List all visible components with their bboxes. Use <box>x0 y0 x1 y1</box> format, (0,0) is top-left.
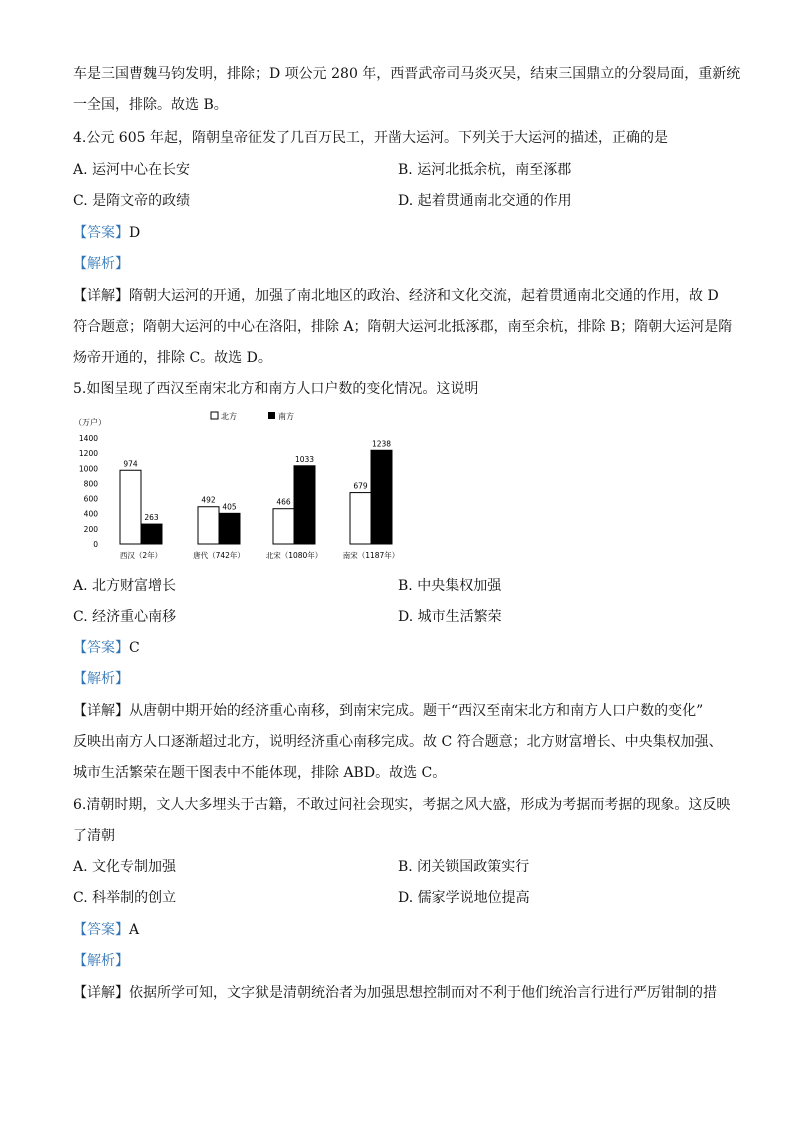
bar-north-0 <box>120 470 141 544</box>
y-tick-label: 1000 <box>78 464 98 474</box>
bar-south-3 <box>371 450 392 544</box>
bar-north-1 <box>198 507 219 544</box>
chart-y-ticks <box>79 434 98 549</box>
answer-tag: 【答案】 <box>73 640 129 656</box>
q6-option-d: D. 儒家学说地位提高 <box>398 890 530 906</box>
bar-south-2 <box>294 466 315 544</box>
text-line: 车是三国曹魏马钧发明，排除；D 项公元 280 年，西晋武帝司马炎灭吴，结束三国鼎立的分裂局面，重新统 <box>73 66 741 82</box>
q6-option-a: A. 文化专制加强 <box>73 859 177 875</box>
bar-value-label: 679 <box>353 481 368 491</box>
q5-option-c: C. 经济重心南移 <box>73 609 177 625</box>
legend-north-label: 北方 <box>221 412 237 421</box>
legend-south-swatch <box>268 412 275 419</box>
y-tick-label: 600 <box>83 494 98 504</box>
q6-explain: 【详解】依据所学可知，文字狱是清朝统治者为加强思想控制而对不利于他们统治言行进行严厉钳制的措 <box>73 985 717 1001</box>
q6-answer <box>73 920 723 940</box>
legend-north-swatch <box>211 412 218 419</box>
bar-value-label: 466 <box>276 497 291 507</box>
y-tick-label: 1400 <box>78 434 98 443</box>
q4-analysis-tag: 【解析】 <box>73 256 129 272</box>
chart-bars <box>120 439 392 544</box>
question-5-stem: 5.如图呈现了西汉至南宋北方和南方人口户数的变化情况。这说明 <box>73 381 479 397</box>
bar-north-2 <box>273 509 294 544</box>
y-tick-label: 0 <box>93 540 98 549</box>
population-bar-chart <box>70 408 410 568</box>
q5-explain: 城市生活繁荣在题干图表中不能体现，排除 ABD。故选 C。 <box>73 765 447 781</box>
bar-north-3 <box>350 493 371 544</box>
q6-option-c: C. 科举制的创立 <box>73 890 177 906</box>
question-4-stem: 4.公元 605 年起，隋朝皇帝征发了几百万民工，开凿大运河。下列关于大运河的描述，正确的是 <box>73 130 668 146</box>
x-category-label: 唐代（742年） <box>193 551 245 560</box>
x-category-label: 南宋（1187年） <box>342 551 400 560</box>
q5-option-a: A. 北方财富增长 <box>73 578 177 594</box>
q4-answer <box>73 223 723 243</box>
y-tick-label: 400 <box>83 509 98 519</box>
q5-option-d: D. 城市生活繁荣 <box>398 609 502 625</box>
q5-explain: 【详解】从唐朝中期开始的经济重心南移，到南宋完成。题干“西汉至南宋北方和南方人口户数的变化” <box>73 703 704 719</box>
answer-value: A <box>129 922 140 938</box>
chart-x-labels <box>120 550 399 560</box>
y-tick-label: 1200 <box>78 449 98 459</box>
answer-tag: 【答案】 <box>73 922 129 938</box>
q4-explain: 炀帝开通的，排除 C。故选 D。 <box>73 350 272 366</box>
answer-tag: 【答案】 <box>73 225 129 241</box>
bar-south-0 <box>141 524 162 544</box>
answer-value: C <box>129 640 140 656</box>
bar-value-label: 492 <box>201 495 216 505</box>
y-tick-label: 200 <box>83 524 98 534</box>
q5-analysis-tag: 【解析】 <box>73 671 129 687</box>
x-category-label: 西汉（2年） <box>119 551 163 560</box>
q5-explain: 反映出南方人口逐渐超过北方，说明经济重心南移完成。故 C 符合题意；北方财富增长、中央集权加强、 <box>73 734 723 750</box>
q5-answer <box>73 638 723 658</box>
bar-value-label: 263 <box>144 513 159 523</box>
bar-value-label: 405 <box>222 502 237 512</box>
q5-option-b: B. 中央集权加强 <box>398 578 502 594</box>
q6-analysis-tag: 【解析】 <box>73 953 129 969</box>
bar-south-1 <box>219 513 240 544</box>
x-category-label: 北宋（1080年） <box>265 551 323 560</box>
question-6-stem: 6.清朝时期，文人大多埋头于古籍，不敢过问社会现实，考据之风大盛，形成为考据而考据的现象。这反映 <box>73 797 731 813</box>
q6-option-b: B. 闭关锁国政策实行 <box>398 859 530 875</box>
bar-value-label: 1033 <box>294 454 315 464</box>
legend-south-label: 南方 <box>278 412 294 421</box>
q4-option-a: A. 运河中心在长安 <box>73 162 191 178</box>
q4-option-b: B. 运河北抵余杭，南至涿郡 <box>398 162 572 178</box>
chart-legend <box>211 411 294 421</box>
bar-value-label: 1238 <box>371 439 392 449</box>
q4-option-d: D. 起着贯通南北交通的作用 <box>398 193 572 209</box>
q4-explain: 符合题意；隋朝大运河的中心在洛阳，排除 A；隋朝大运河北抵涿郡，南至余杭，排除 B；隋朝大运河是隋 <box>73 319 733 335</box>
text-line: 一全国，排除。故选 B。 <box>73 97 228 113</box>
answer-value: D <box>129 225 141 241</box>
chart-ylabel: （万户） <box>74 418 106 427</box>
question-6-stem: 了清朝 <box>73 828 115 844</box>
bar-value-label: 974 <box>123 459 138 469</box>
q4-option-c: C. 是隋文帝的政绩 <box>73 193 191 209</box>
y-tick-label: 800 <box>83 479 98 489</box>
q4-explain: 【详解】隋朝大运河的开通，加强了南北地区的政治、经济和文化交流，起着贯通南北交通的作用，故 D <box>73 288 719 304</box>
